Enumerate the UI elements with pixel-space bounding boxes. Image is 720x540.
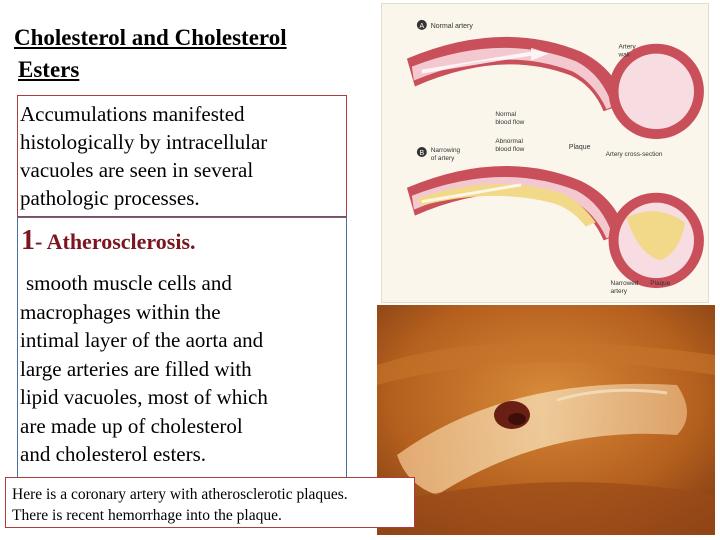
- artery-diagram: [381, 3, 709, 303]
- label-narrowing-1: Narrowing: [430, 147, 461, 155]
- intro-line: vacuoles are seen in several: [20, 158, 254, 182]
- section-line: large arteries are filled with: [20, 356, 252, 381]
- label-normal-flow-1: Normal: [495, 111, 517, 119]
- photo-caption: [5, 477, 415, 528]
- normal-artery-illustration: [407, 37, 704, 139]
- label-abnormal-flow-1: Abnormal: [495, 138, 523, 146]
- label-narrowing-2: of artery: [430, 154, 455, 162]
- slide-title: [14, 22, 364, 86]
- section-line: lipid vacuoles, most of which: [20, 385, 268, 409]
- label-narrowed-2: artery: [610, 288, 628, 296]
- label-narrowed-1: Narrowed: [610, 280, 639, 288]
- label-normal-artery: Normal artery: [430, 22, 473, 30]
- section-title: - Atherosclerosis.: [35, 229, 196, 254]
- section-heading: [21, 225, 196, 257]
- caption-line-1: Here is a coronary artery with atherosclerotic plaques.: [12, 486, 348, 503]
- section-line: and cholesterol esters.: [20, 442, 207, 466]
- section-line: intimal layer of the aorta and: [20, 328, 264, 352]
- label-cross-section: Artery cross-section: [605, 150, 663, 158]
- section-line: macrophages within the: [20, 299, 221, 324]
- section-number: 1: [21, 225, 35, 256]
- section-line: are made up of cholesterol: [20, 413, 243, 438]
- caption-line-2: There is recent hemorrhage into the plaque.: [12, 507, 282, 524]
- label-plaque-2: Plaque: [650, 280, 671, 288]
- intro-textbox: [17, 95, 347, 217]
- section-paragraph: [20, 269, 340, 469]
- label-artery-wall-1: Artery: [618, 43, 636, 51]
- label-artery-wall-2: wall: [618, 51, 630, 59]
- artery-photo: [377, 305, 715, 535]
- section-line: smooth muscle cells and: [26, 271, 232, 295]
- label-normal-flow-2: blood flow: [495, 119, 525, 127]
- label-a-letter: A: [419, 22, 425, 30]
- intro-paragraph: [18, 96, 346, 212]
- narrowed-artery-illustration: [407, 166, 704, 288]
- label-abnormal-flow-2: blood flow: [495, 146, 525, 154]
- atherosclerosis-textbox: [17, 217, 347, 479]
- label-plaque: Plaque: [568, 144, 591, 152]
- intro-line: pathologic processes.: [20, 186, 200, 210]
- title-line-1: Cholesterol and Cholesterol: [14, 25, 287, 50]
- intro-line: histologically by intracellular: [20, 130, 268, 154]
- label-b-letter: B: [419, 149, 425, 157]
- intro-line: Accumulations manifested: [20, 102, 245, 126]
- title-line-2: Esters: [18, 57, 80, 82]
